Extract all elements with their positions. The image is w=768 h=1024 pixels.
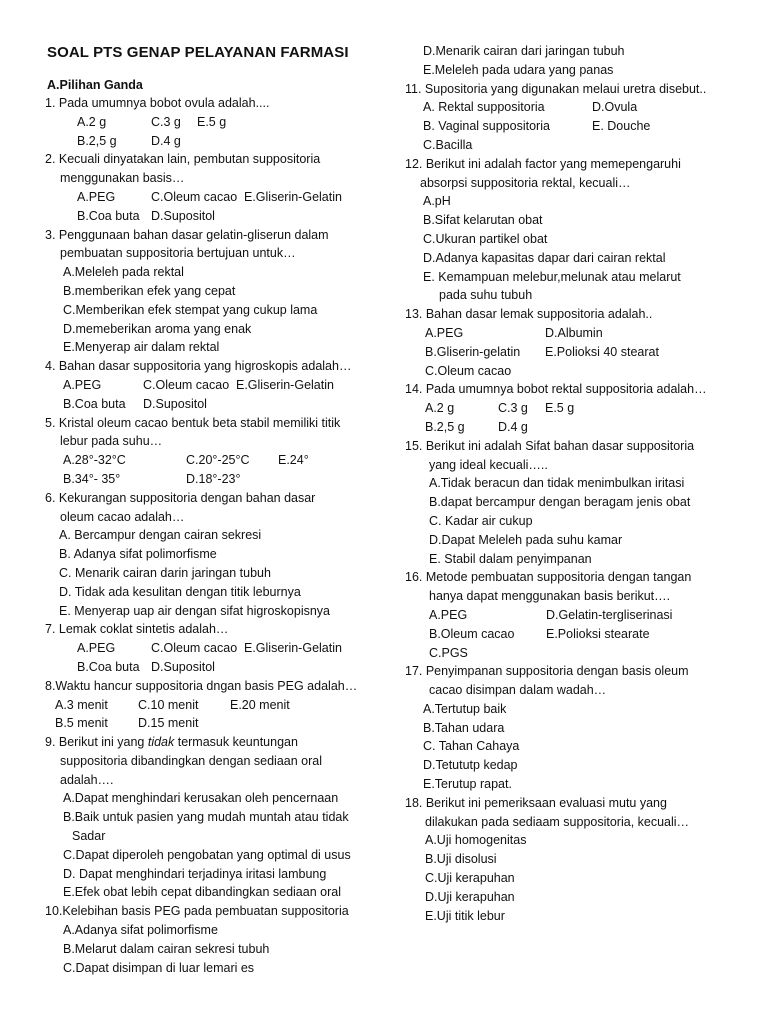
options-row [45, 376, 375, 395]
document-title: SOAL PTS GENAP PELAYANAN FARMASI [47, 44, 349, 61]
question-2: 2. Kecuali dinyatakan lain, pembutan suppositoria [45, 152, 321, 167]
option[interactable]: C.20°-25°C [186, 453, 250, 468]
question-text: suppositoria dibandingkan dengan sediaan oral [60, 753, 323, 768]
option[interactable]: B.Uji disolusi [425, 852, 497, 867]
option[interactable]: C.Oleum cacao [151, 641, 238, 656]
options-row [45, 188, 375, 207]
option[interactable]: E.Polioksi stearate [546, 626, 650, 641]
option[interactable]: D.Supositol [151, 659, 215, 674]
option[interactable]: E. Stabil dalam penyimpanan [429, 551, 592, 566]
option[interactable]: A.Uji homogenitas [425, 833, 527, 848]
question-16: 16. Metode pembuatan suppositoria dengan tangan [405, 570, 692, 585]
option[interactable]: A.PEG [63, 377, 102, 392]
option[interactable]: A.PEG [425, 325, 464, 340]
option[interactable]: B.Melarut dalam cairan sekresi tubuh [63, 941, 270, 956]
option[interactable]: E.5 g [197, 114, 227, 129]
options-row [45, 207, 375, 226]
option[interactable]: A.Adanya sifat polimorfisme [63, 923, 218, 938]
question-11: 11. Supositoria yang digunakan melaui uretra disebut.. [405, 81, 707, 96]
options-row [45, 113, 375, 132]
option[interactable]: E.Gliserin-Gelatin [244, 189, 342, 204]
option[interactable]: C.10 menit [138, 697, 199, 712]
option[interactable]: E.Terutup rapat. [423, 777, 512, 792]
question-text: oleum cacao adalah… [60, 509, 185, 524]
options-row [45, 132, 375, 151]
option[interactable]: B.memberikan efek yang cepat [63, 283, 236, 298]
options-row [405, 343, 755, 362]
question-18: 18. Berikut ini pemeriksaan evaluasi mutu yang [405, 795, 667, 810]
question-15: 15. Berikut ini adalah Sifat bahan dasar suppositoria [405, 438, 695, 453]
option[interactable]: A.3 menit [55, 697, 108, 712]
option[interactable]: C.Dapat disimpan di luar lemari es [63, 960, 255, 975]
option[interactable]: B.2,5 g [425, 419, 465, 434]
option[interactable]: E.20 menit [230, 697, 290, 712]
option[interactable]: D.Gelatin-tergliserinasi [546, 607, 673, 622]
option-continuation: Sadar [72, 829, 106, 844]
option[interactable]: D.Supositol [143, 396, 207, 411]
option[interactable]: D.Uji kerapuhan [425, 889, 515, 904]
options-row [45, 658, 375, 677]
option[interactable]: C.Oleum cacao [425, 363, 512, 378]
option[interactable]: A.PEG [77, 189, 116, 204]
option[interactable]: D.Supositol [151, 208, 215, 223]
options-row [45, 395, 375, 414]
option[interactable]: B.5 menit [55, 716, 108, 731]
option[interactable]: E. Douche [592, 119, 651, 134]
option[interactable]: B.Coa buta [63, 396, 126, 411]
option[interactable]: C.Uji kerapuhan [425, 871, 515, 886]
option[interactable]: D.15 menit [138, 716, 199, 731]
option[interactable]: B.Coa buta [77, 208, 140, 223]
question-text: 9. Berikut ini yang [45, 735, 148, 750]
option[interactable]: C.Oleum cacao [151, 189, 238, 204]
options-row [45, 639, 375, 658]
option[interactable]: E.Gliserin-Gelatin [244, 641, 342, 656]
option[interactable]: D.Dapat Meleleh pada suhu kamar [429, 532, 623, 547]
question-14: 14. Pada umumnya bobot rektal suppositoria adalah… [405, 382, 707, 397]
question-text: lebur pada suhu… [60, 434, 163, 449]
option[interactable]: A.Dapat menghindari kerusakan oleh pencernaan [63, 791, 339, 806]
question-5: 5. Kristal oleum cacao bentuk beta stabil memiliki titik [45, 415, 341, 430]
option[interactable]: D.Menarik cairan dari jaringan tubuh [423, 44, 625, 58]
question-text: absorpsi suppositoria rektal, kecuali… [420, 175, 631, 190]
left-column [45, 94, 375, 977]
option[interactable]: C. Menarik cairan darin jaringan tubuh [59, 565, 271, 580]
question-text: pembuatan suppositoria bertujuan untuk… [60, 246, 296, 261]
option[interactable]: D.18°-23° [186, 471, 241, 486]
question-text: dilakukan pada sediaam suppositoria, kecuali… [425, 814, 690, 829]
option[interactable]: C.Oleum cacao [143, 377, 230, 392]
options-row [405, 98, 755, 117]
question-9 [45, 733, 375, 752]
option[interactable]: D. Tidak ada kesulitan dengan titik leburnya [59, 584, 301, 599]
option[interactable]: E.24° [278, 453, 309, 468]
question-text: adalah…. [60, 772, 114, 787]
option[interactable]: B.dapat bercampur dengan beragam jenis obat [429, 495, 691, 510]
option[interactable]: A.Tertutup baik [423, 701, 507, 716]
option[interactable]: B. Adanya sifat polimorfisme [59, 547, 217, 562]
options-row [405, 324, 755, 343]
options-row [405, 418, 755, 437]
emphasis-text: tidak [147, 735, 175, 750]
option[interactable]: D.Albumin [545, 325, 603, 340]
question-text: hanya dapat menggunakan basis berikut…. [429, 589, 671, 604]
question-17: 17. Penyimpanan suppositoria dengan basis oleum [405, 664, 689, 679]
option[interactable]: A.Tidak beracun dan tidak menimbulkan iritasi [429, 476, 685, 491]
option[interactable]: C.Bacilla [423, 137, 473, 152]
option[interactable]: B.Tahan udara [423, 720, 505, 735]
options-row [45, 451, 375, 470]
options-row [405, 606, 755, 625]
option[interactable]: A.2 g [77, 114, 107, 129]
option[interactable]: A.2 g [425, 401, 455, 416]
question-13: 13. Bahan dasar lemak suppositoria adalah.. [405, 307, 653, 322]
question-8: 8.Waktu hancur suppositoria dngan basis PEG adalah… [45, 678, 358, 693]
question-10: 10.Kelebihan basis PEG pada pembuatan suppositoria [45, 904, 349, 919]
option[interactable]: D.Tetututp kedap [423, 758, 518, 773]
option[interactable]: E. Kemampuan melebur,melunak atau melarut [423, 269, 681, 284]
option[interactable]: D.Ovula [592, 100, 638, 115]
option[interactable]: B. Vaginal suppositoria [423, 119, 550, 134]
option[interactable]: B.Gliserin-gelatin [425, 344, 521, 359]
option[interactable]: D.Adanya kapasitas dapar dari cairan rektal [423, 250, 666, 265]
option[interactable]: D.memeberikan aroma yang enak [63, 321, 252, 336]
option[interactable]: C. Kadar air cukup [429, 513, 533, 528]
question-text: yang ideal kecuali….. [429, 457, 548, 472]
options-row [405, 625, 755, 644]
option[interactable]: A. Rektal suppositoria [423, 100, 545, 115]
option[interactable]: E.Menyerap air dalam rektal [63, 340, 220, 355]
question-7: 7. Lemak coklat sintetis adalah… [45, 622, 229, 637]
question-4: 4. Bahan dasar suppositoria yang higroskopis adalah… [45, 359, 352, 374]
option[interactable]: C.PGS [429, 645, 468, 660]
option[interactable]: C.3 g [498, 401, 528, 416]
right-column [405, 42, 755, 925]
options-row [45, 714, 375, 733]
question-text: menggunakan basis… [60, 171, 185, 186]
option[interactable]: E. Menyerap uap air dengan sifat higroskopisnya [59, 603, 330, 618]
option[interactable]: E.5 g [545, 401, 575, 416]
option[interactable]: C.3 g [151, 114, 181, 129]
question-text: termasuk keuntungan [174, 735, 298, 750]
options-row [45, 696, 375, 715]
question-6: 6. Kekurangan suppositoria dengan bahan dasar [45, 490, 316, 505]
option[interactable]: C.Dapat diperoleh pengobatan yang optimal di usus [63, 847, 351, 862]
option[interactable]: D.4 g [151, 133, 181, 148]
option[interactable]: D. Dapat menghindari terjadinya iritasi lambung [63, 866, 327, 881]
option[interactable]: E.Efek obat lebih cepat dibandingkan sediaan oral [63, 885, 341, 900]
option[interactable]: A.pH [423, 194, 451, 209]
option[interactable]: E.Meleleh pada udara yang panas [423, 62, 614, 77]
option[interactable]: A. Bercampur dengan cairan sekresi [59, 528, 262, 543]
option[interactable]: C.Ukuran partikel obat [423, 231, 548, 246]
option[interactable]: E.Uji titik lebur [425, 908, 505, 923]
section-heading: A.Pilihan Ganda [47, 78, 143, 92]
option[interactable]: A.PEG [429, 607, 468, 622]
option-continuation: pada suhu tubuh [439, 288, 533, 303]
option[interactable]: C. Tahan Cahaya [423, 739, 520, 754]
option[interactable]: E.Gliserin-Gelatin [236, 377, 334, 392]
question-1: 1. Pada umumnya bobot ovula adalah.... [45, 96, 270, 110]
question-text: cacao disimpan dalam wadah… [429, 683, 607, 698]
question-12: 12. Berikut ini adalah factor yang memepengaruhi [405, 156, 681, 171]
option[interactable]: B.Coa buta [77, 659, 140, 674]
option[interactable]: B.34°- 35° [63, 471, 121, 486]
option[interactable]: D.4 g [498, 419, 528, 434]
option[interactable]: A.28°-32°C [63, 453, 126, 468]
option[interactable]: B.Baik untuk pasien yang mudah muntah atau tidak [63, 810, 349, 825]
option[interactable]: B.Sifat kelarutan obat [423, 213, 543, 228]
question-3: 3. Penggunaan bahan dasar gelatin-gliserun dalam [45, 227, 329, 242]
option[interactable]: B.2,5 g [77, 133, 117, 148]
option[interactable]: B.Oleum cacao [429, 626, 515, 641]
option[interactable]: C.Memberikan efek stempat yang cukup lama [63, 302, 318, 317]
options-row [405, 117, 755, 136]
options-row [45, 470, 375, 489]
option[interactable]: A.Meleleh pada rektal [63, 265, 184, 280]
option[interactable]: A.PEG [77, 641, 116, 656]
options-row [405, 399, 755, 418]
option[interactable]: E.Polioksi 40 stearat [545, 344, 659, 359]
